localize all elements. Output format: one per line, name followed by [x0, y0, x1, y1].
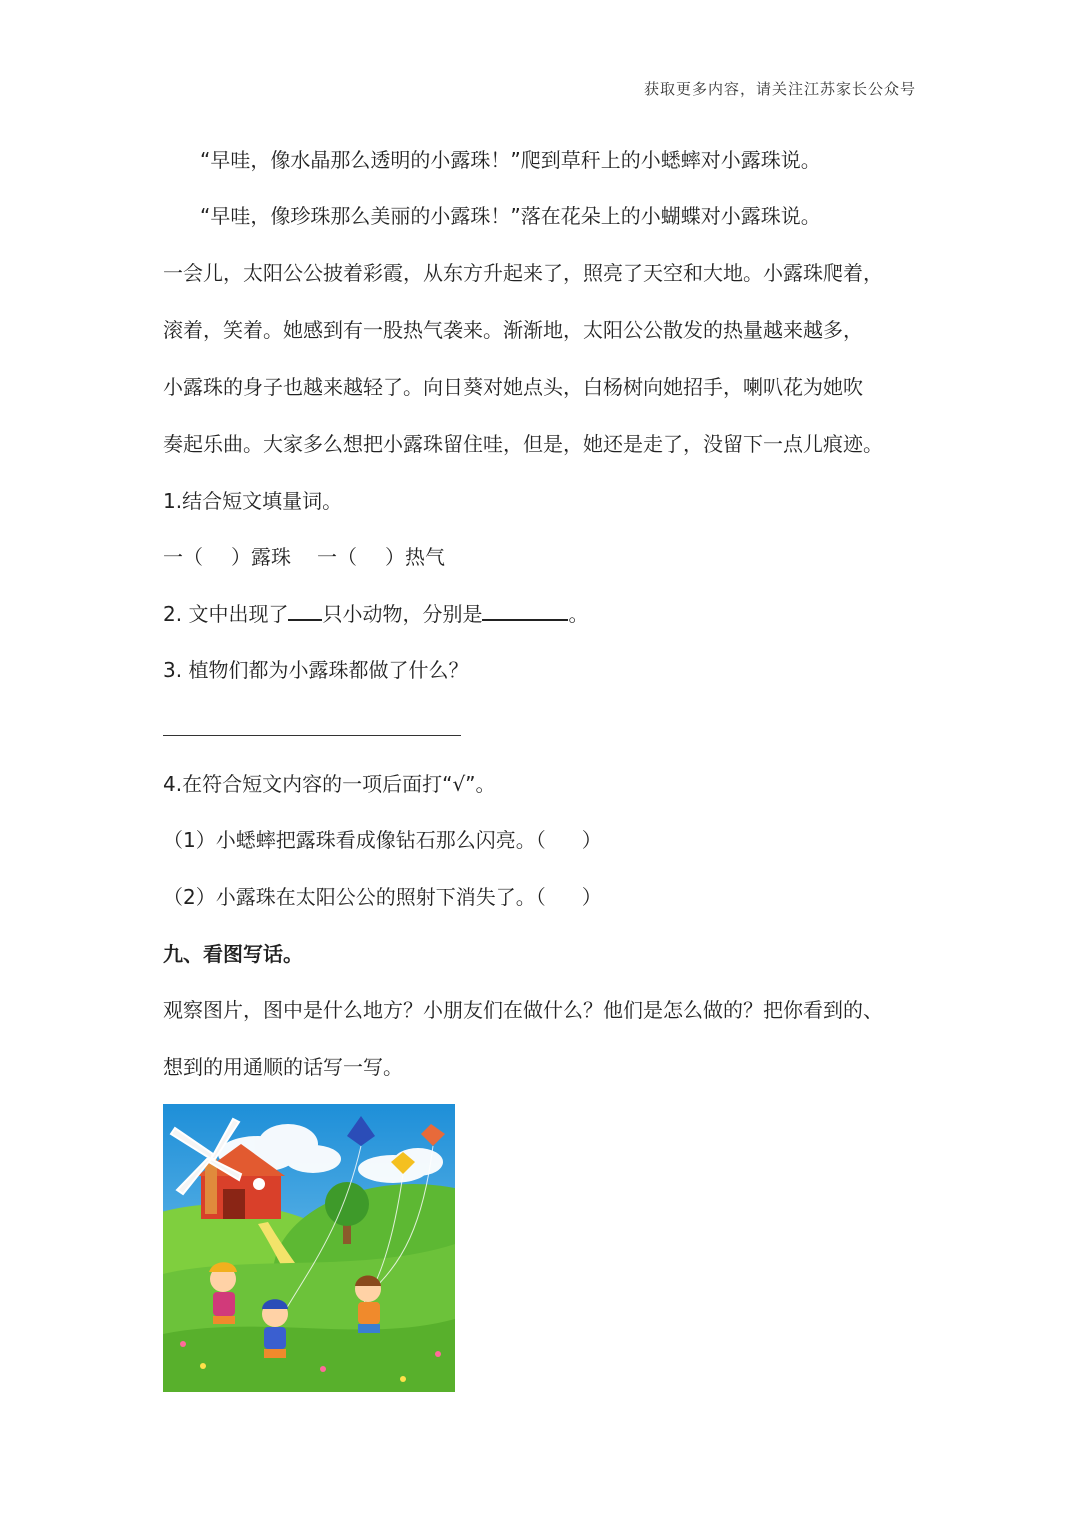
q1-item1-suffix: ）露珠: [231, 545, 291, 569]
q4-item-2: [163, 883, 602, 911]
q2-part2: 只小动物，分别是: [322, 602, 483, 626]
q1-item2-suffix: ）热气: [385, 545, 445, 569]
child-boy-blue: [262, 1299, 288, 1358]
q4-item2-close: ）: [581, 885, 602, 909]
q2-blank-count[interactable]: [288, 601, 322, 621]
kite-flying-illustration: [163, 1104, 455, 1392]
passage-line-4: 滚着，笑着。她感到有一股热气袭来。渐渐地，太阳公公散发的热量越来越多，: [163, 318, 863, 342]
question-4-title: 4.在符合短文内容的一项后面打“√”。: [163, 772, 496, 796]
q4-item1-text: （1）小蟋蟀把露珠看成像钻石那么闪亮。（: [163, 828, 546, 852]
q1-item2-prefix: 一（: [317, 545, 357, 569]
q1-item1-prefix: 一（: [163, 545, 203, 569]
passage-line-5: 小露珠的身子也越来越轻了。向日葵对她点头，白杨树向她招手，喇叭花为她吹: [163, 375, 863, 399]
question-3-title: 3. 植物们都为小露珠都做了什么？: [163, 658, 469, 682]
child-boy-right: [355, 1276, 381, 1334]
q2-part3: 。: [568, 602, 589, 626]
passage-line-6: 奏起乐曲。大家多么想把小露珠留住哇，但是，她还是走了，没留下一点儿痕迹。: [163, 432, 883, 456]
q2-blank-animals[interactable]: [482, 601, 568, 621]
section-9-heading: 九、看图写话。: [163, 942, 303, 966]
passage-line-1: “早哇，像水晶那么透明的小露珠！”爬到草秆上的小蟋蟀对小露珠说。: [200, 148, 821, 172]
passage-line-2: “早哇，像珍珠那么美丽的小露珠！”落在花朵上的小蝴蝶对小露珠说。: [200, 204, 821, 228]
q3-answer-line[interactable]: [163, 735, 461, 736]
passage-line-3: 一会儿，太阳公公披着彩霞，从东方升起来了，照亮了天空和大地。小露珠爬着，: [163, 261, 883, 285]
question-1-items: [163, 543, 445, 571]
q2-part1: 2. 文中出现了: [163, 602, 289, 626]
q4-item2-text: （2）小露珠在太阳公公的照射下消失了。（: [163, 885, 546, 909]
question-2: [163, 600, 588, 628]
question-1-title: 1.结合短文填量词。: [163, 489, 343, 513]
header-note: 获取更多内容，请关注江苏家长公众号: [643, 80, 916, 98]
q4-item1-close: ）: [581, 828, 602, 852]
section-9-instruction-1: 观察图片，图中是什么地方？小朋友们在做什么？他们是怎么做的？把你看到的、: [163, 998, 883, 1022]
section-9-instruction-2: 想到的用通顺的话写一写。: [163, 1055, 403, 1079]
q4-item-1: [163, 826, 602, 854]
